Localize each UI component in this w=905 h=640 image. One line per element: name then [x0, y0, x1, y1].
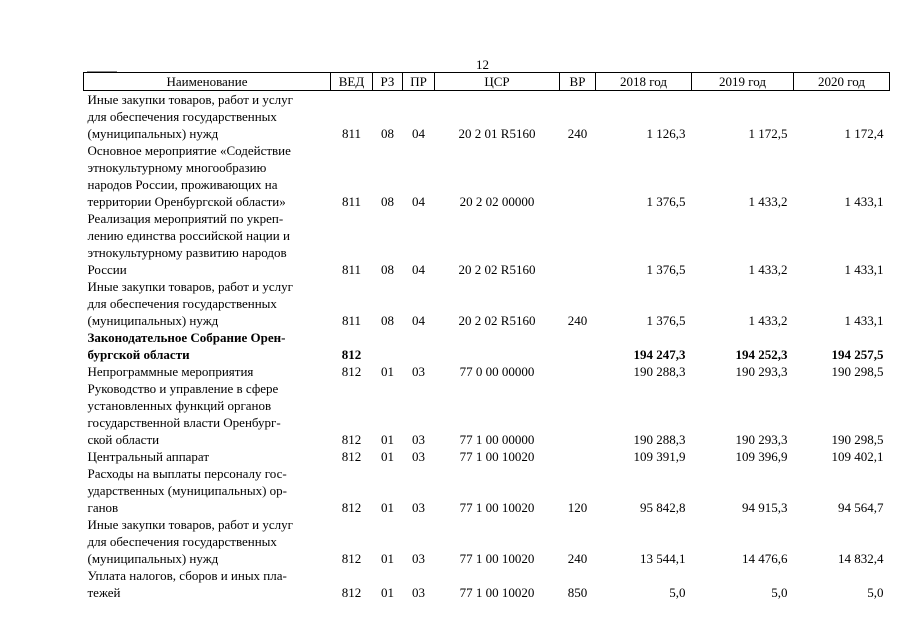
cell-name-line: Руководство и управление в сфере: [87, 381, 279, 396]
cell-pr: 04: [412, 313, 425, 328]
table-row: [84, 210, 890, 278]
cell-name: [84, 329, 331, 363]
cell-name: [84, 278, 331, 329]
header-pr: ПР: [403, 73, 435, 91]
cell-name-line: лению единства российской нации и: [87, 228, 290, 243]
cell-name-line: России: [87, 262, 127, 277]
header-ved: ВЕД: [331, 73, 373, 91]
cell-name: [84, 210, 331, 278]
cell-name: [84, 91, 331, 143]
cell-name-line: территории Оренбургской области»: [87, 194, 286, 209]
cell-ved: 812: [341, 585, 362, 600]
cell-rz: 01: [381, 364, 394, 379]
cell-csr: 77 1 00 10020: [459, 449, 535, 464]
cell-name-line: Иные закупки товаров, работ и услуг: [87, 279, 293, 294]
cell-rz: 01: [381, 551, 394, 566]
cell-name: [84, 516, 331, 567]
cell-name-line: государственной власти Оренбург-: [87, 415, 281, 430]
cell-name: [84, 380, 331, 448]
cell-rz: 08: [381, 194, 394, 209]
cell-2019: 14 476,6: [742, 551, 788, 566]
header-name: Наименование: [84, 73, 331, 91]
cell-2019: 194 252,3: [735, 347, 788, 362]
cell-name-line: ганов: [87, 500, 119, 515]
cell-ved: 812: [341, 432, 362, 447]
cell-2020: 14 832,4: [838, 551, 884, 566]
cell-2020: 190 298,5: [831, 432, 884, 447]
budget-table: [83, 72, 890, 601]
cell-pr: 03: [412, 551, 425, 566]
cell-csr: 77 1 00 10020: [459, 551, 535, 566]
header-2019: 2019 год: [692, 73, 794, 91]
cell-2018: 1 376,5: [646, 194, 686, 209]
cell-vr: [560, 448, 596, 465]
cell-vr: 850: [567, 585, 588, 600]
cell-2019: 190 293,3: [735, 432, 788, 447]
table-row: [84, 278, 890, 329]
header-csr: ЦСР: [435, 73, 560, 91]
cell-name-line: Расходы на выплаты персоналу гос-: [87, 466, 287, 481]
table-row: [84, 448, 890, 465]
cell-pr: [403, 329, 435, 363]
cell-vr: 240: [567, 313, 588, 328]
cell-2018: 13 544,1: [640, 551, 686, 566]
cell-name-line: Иные закупки товаров, работ и услуг: [87, 92, 293, 107]
table-row: [84, 516, 890, 567]
cell-ved: 811: [341, 313, 362, 328]
header-2018: 2018 год: [596, 73, 692, 91]
cell-2020: 1 433,1: [844, 313, 884, 328]
table-row: [84, 329, 890, 363]
cell-ved: 811: [341, 194, 362, 209]
cell-vr: 240: [567, 126, 588, 141]
table-row: [84, 363, 890, 380]
cell-csr: [435, 329, 560, 363]
cell-2019: 5,0: [771, 585, 788, 600]
cell-rz: 08: [381, 313, 394, 328]
cell-csr: 77 0 00 00000: [459, 364, 535, 379]
cell-csr: 20 2 02 R5160: [458, 313, 536, 328]
cell-pr: 03: [412, 500, 425, 515]
cell-name-line: (муниципальных) нужд: [87, 551, 219, 566]
cell-2019: 94 915,3: [742, 500, 788, 515]
cell-2019: 109 396,9: [735, 449, 788, 464]
cell-2019: 1 433,2: [748, 313, 788, 328]
cell-2019: 190 293,3: [735, 364, 788, 379]
cell-name-line: установленных функций органов: [87, 398, 272, 413]
cell-pr: 04: [412, 262, 425, 277]
header-row: [84, 73, 890, 91]
cell-name-line: для обеспечения государственных: [87, 109, 277, 124]
cell-csr: 20 2 02 R5160: [458, 262, 536, 277]
cell-pr: 03: [412, 585, 425, 600]
cell-csr: 77 1 00 10020: [459, 585, 535, 600]
cell-vr: [560, 363, 596, 380]
cell-name-line: ударственных (муниципальных) ор-: [87, 483, 287, 498]
cell-name-line: этнокультурному многообразию: [87, 160, 267, 175]
table-row: [84, 567, 890, 601]
cell-ved: 811: [341, 126, 362, 141]
header-vr: ВР: [560, 73, 596, 91]
cell-vr: [560, 210, 596, 278]
cell-rz: 01: [381, 585, 394, 600]
cell-2020: 194 257,5: [831, 347, 884, 362]
cell-rz: [373, 329, 403, 363]
cell-vr: [560, 329, 596, 363]
cell-name-line: Иные закупки товаров, работ и услуг: [87, 517, 293, 532]
cell-vr: 120: [567, 500, 588, 515]
cell-name-line: (муниципальных) нужд: [87, 313, 219, 328]
cell-rz: 01: [381, 500, 394, 515]
cell-ved: 812: [341, 500, 362, 515]
cell-2019: 1 172,5: [748, 126, 788, 141]
cell-name-line: ской области: [87, 432, 160, 447]
table-body: [84, 91, 890, 602]
cell-name: [84, 142, 331, 210]
cell-2020: 109 402,1: [831, 449, 884, 464]
cell-pr: 04: [412, 194, 425, 209]
cell-2018: 109 391,9: [633, 449, 686, 464]
table-header: [84, 73, 890, 91]
cell-vr: 240: [567, 551, 588, 566]
cell-2018: 190 288,3: [633, 364, 686, 379]
cell-csr: 20 2 01 R5160: [458, 126, 536, 141]
cell-name-line: народов России, проживающих на: [87, 177, 278, 192]
cell-name: [84, 448, 331, 465]
cell-2019: 1 433,2: [748, 194, 788, 209]
cell-ved: 812: [341, 364, 362, 379]
cell-2018: 1 376,5: [646, 313, 686, 328]
cell-csr: 77 1 00 10020: [459, 500, 535, 515]
table-row: [84, 142, 890, 210]
cell-rz: 08: [381, 126, 394, 141]
cell-2018: 1 126,3: [646, 126, 686, 141]
cell-name-line: (муниципальных) нужд: [87, 126, 219, 141]
cell-2019: 1 433,2: [748, 262, 788, 277]
cell-2018: 194 247,3: [633, 347, 686, 362]
cell-name-line: для обеспечения государственных: [87, 534, 277, 549]
header-2020: 2020 год: [794, 73, 890, 91]
cell-name-line: этнокультурному развитию народов: [87, 245, 287, 260]
cell-name: [84, 363, 331, 380]
cell-2018: 190 288,3: [633, 432, 686, 447]
cell-rz: 01: [381, 449, 394, 464]
cell-2020: 94 564,7: [838, 500, 884, 515]
cell-name-line: бургской области: [87, 347, 190, 362]
table-row: [84, 91, 890, 143]
cell-2020: 1 433,1: [844, 194, 884, 209]
cell-name-line: Реализация мероприятий по укреп-: [87, 211, 284, 226]
cell-name: [84, 465, 331, 516]
cell-name-line: тежей: [87, 585, 121, 600]
cell-name-line: Центральный аппарат: [87, 449, 210, 464]
cell-2020: 5,0: [867, 585, 884, 600]
cell-name-line: Непрограммные мероприятия: [87, 364, 254, 379]
cell-ved: 812: [341, 551, 362, 566]
cell-vr: [560, 142, 596, 210]
cell-ved: 812: [341, 449, 362, 464]
cell-pr: 04: [412, 126, 425, 141]
cell-name-line: Законодательное Собрание Орен-: [87, 330, 286, 345]
cell-pr: 03: [412, 432, 425, 447]
cell-vr: [560, 380, 596, 448]
table-row: [84, 380, 890, 448]
cell-2020: 190 298,5: [831, 364, 884, 379]
cell-name-line: Уплата налогов, сборов и иных пла-: [87, 568, 287, 583]
cell-name-line: Основное мероприятие «Содействие: [87, 143, 291, 158]
cell-name-line: для обеспечения государственных: [87, 296, 277, 311]
cell-2020: 1 433,1: [844, 262, 884, 277]
cell-name: [84, 567, 331, 601]
cell-rz: 08: [381, 262, 394, 277]
cell-rz: 01: [381, 432, 394, 447]
table-row: [84, 465, 890, 516]
cell-2018: 95 842,8: [640, 500, 686, 515]
cell-pr: 03: [412, 364, 425, 379]
cell-ved: 812: [341, 347, 362, 362]
cell-ved: 811: [341, 262, 362, 277]
header-rz: РЗ: [373, 73, 403, 91]
page-number: 12: [476, 57, 489, 72]
cell-pr: 03: [412, 449, 425, 464]
cell-2018: 1 376,5: [646, 262, 686, 277]
cell-csr: 77 1 00 00000: [459, 432, 535, 447]
cell-2018: 5,0: [669, 585, 686, 600]
cell-csr: 20 2 02 00000: [459, 194, 535, 209]
cell-2020: 1 172,4: [844, 126, 884, 141]
